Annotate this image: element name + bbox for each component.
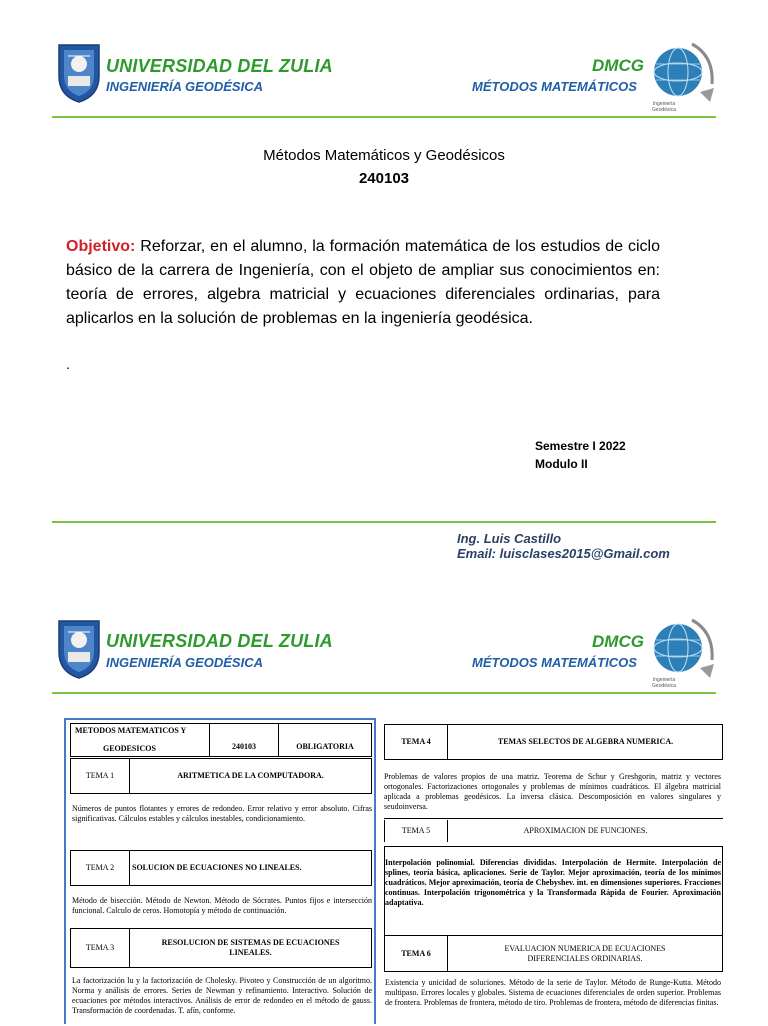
- topic-title-text: RESOLUCION DE SISTEMAS DE ECUACIONES LINEALES.: [161, 938, 340, 957]
- course-name-cell: [70, 723, 210, 757]
- topic-1-description: Números de puntos flotantes y errores de redondeo. Error relativo y error absoluto. Cifras significativas. Cálculos estables y cálculos inestables, condicionamiento.: [72, 804, 372, 823]
- topic-5-description: Interpolación polinomial. Diferencias divididas. Interpolación de Hermite. Interpolación de splines, teoría básica, aplicaciones. Serie de Taylor. Mejor aproximación, teoría de los mínimos cuadráticos. Mejor aproximación, teoría de Chebyshev. int. en dimensiones superiores. Fracciones continuas. Interpolación trigonométrica y la Transformada Rápida de Fourier. Aproximación adaptativa.: [385, 858, 721, 907]
- topic-4-description: Problemas de valores propios de una matriz. Teorema de Schur y Greshgorin, matriz y vectores ortogonales. Factorizaciones ortogonales y problemas de mínimos cuadráticos. El álgebra matricial aplicada a problemas geodésicos. La inversa clásica. Descomposición en valores singulares y seudoinversa.: [384, 772, 721, 811]
- topic-6-label: [384, 936, 448, 972]
- logo-caption: [644, 677, 684, 689]
- module: Modulo II: [535, 457, 588, 471]
- topic-label-text: TEMA 2: [85, 863, 115, 872]
- topic-label-text: TEMA 6: [401, 948, 431, 958]
- topic-1-label: [70, 758, 130, 794]
- semester: Semestre I 2022: [535, 439, 626, 453]
- topic-3-label: [70, 928, 130, 968]
- topic-title-text: EVALUACION NUMERICA DE ECUACIONES DIFERENCIALES ORDINARIAS.: [504, 943, 666, 963]
- right-column: [384, 724, 723, 1024]
- header-divider: [52, 116, 716, 118]
- university-shield-logo: [56, 618, 102, 680]
- instructor-email[interactable]: Email: luisclases2015@Gmail.com: [457, 546, 670, 561]
- page2-header: [0, 600, 768, 700]
- university-name: UNIVERSIDAD DEL ZULIA: [106, 56, 333, 76]
- program-name: INGENIERÍA GEODÉSICA: [106, 79, 263, 94]
- topic-5-label: [384, 820, 448, 842]
- objective-paragraph: [66, 235, 660, 331]
- topic-label-text: TEMA 5: [401, 826, 431, 835]
- footer-divider: [52, 521, 716, 523]
- program-name: INGENIERÍA GEODÉSICA: [106, 655, 263, 670]
- topic-label-text: TEMA 1: [85, 771, 115, 780]
- topic-6-description: Existencia y unicidad de soluciones. Método de la serie de Taylor. Método de Runge-Kutta. Método multipaso. Errores locales y globales. Sistema de ecuaciones diferenciales de orden superior. Problemas de frontera. Problemas de frontera, método de tiro. Problemas de frontera, método de diferencias finitas.: [385, 978, 721, 1007]
- objective-text: Reforzar, en el alumno, la formación matemática de los estudios de ciclo básico de la carrera de Ingeniería, con el objeto de ampliar sus conocimientos en: teoría de errores, algebra matricial y ecuaciones diferenciales ordinarias, para aplicarlos en la solución de problemas en la ingeniería geodésica.: [66, 238, 660, 327]
- logo-caption: [644, 101, 684, 113]
- objective-label: Objetivo:: [66, 238, 136, 255]
- course-title: Métodos Matemáticos y Geodésicos: [263, 147, 505, 164]
- stray-dot: .: [66, 356, 70, 372]
- topic-3-description: La factorización lu y la factorización de Cholesky. Pivoteo y Construcción de un algoritmo. Norma y análisis de errores. Series de Newman y refinamiento. Interactivo. Solución de ecuaciones por métodos interactivos. Análisis de error de redondeo en el método de gauss. Transformación de coordenadas. T. afín, conforme.: [72, 976, 372, 1015]
- topic-2-title: [129, 850, 372, 886]
- course-type-cell: [278, 723, 372, 757]
- department-acronym: DMCG: [592, 632, 644, 651]
- course-name-line1: METODOS MATEMATICOS Y: [75, 726, 187, 735]
- subject-area: MÉTODOS MATEMÁTICOS: [472, 655, 637, 670]
- course-code-cell: [209, 723, 279, 757]
- logo-caption-line1: Ingeniería: [652, 677, 676, 683]
- topic-title-text: TEMAS SELECTOS DE ALGEBRA NUMERICA.: [497, 737, 674, 746]
- globe-logo-icon: [650, 38, 716, 104]
- topic-label-text: TEMA 4: [401, 737, 431, 746]
- instructor-name: Ing. Luis Castillo: [457, 531, 562, 546]
- topic-2-label: [70, 850, 130, 886]
- university-name: UNIVERSIDAD DEL ZULIA: [106, 631, 333, 651]
- left-column: [64, 718, 376, 1024]
- page1-header: [0, 0, 768, 120]
- university-shield-logo: [56, 42, 102, 104]
- globe-logo-icon: [650, 614, 716, 680]
- topic-4-title: [448, 724, 723, 760]
- header-divider: [52, 692, 716, 694]
- department-acronym: DMCG: [592, 56, 644, 75]
- logo-caption-line2: Geodésica: [652, 683, 676, 689]
- topic-title-text: ARITMETICA DE LA COMPUTADORA.: [177, 771, 324, 780]
- logo-caption-line1: Ingeniería: [652, 101, 676, 107]
- topic-4-label: [384, 724, 448, 760]
- subject-area: MÉTODOS MATEMÁTICOS: [472, 79, 637, 94]
- topic-3-title: [129, 928, 372, 968]
- course-code: 240103: [358, 170, 410, 187]
- course-type: OBLIGATORIA: [296, 742, 354, 751]
- topic-title-text: APROXIMACION DE FUNCIONES.: [523, 826, 648, 835]
- topic-6-title: [447, 936, 723, 972]
- course-name-line2: GEODESICOS: [103, 744, 156, 753]
- course-code: 240103: [232, 742, 256, 751]
- topic-5-title: [448, 820, 723, 842]
- topic-title-text: SOLUCION DE ECUACIONES NO LINEALES.: [132, 863, 302, 872]
- topic-1-title: [129, 758, 372, 794]
- logo-caption-line2: Geodésica: [652, 107, 676, 113]
- topic-label-text: TEMA 3: [85, 943, 115, 952]
- topic-2-description: Método de bisección. Método de Newton. Método de Sócrates. Puntos fijos e intersección funcional. Calculo de ceros. Homotopía y método de continuación.: [72, 896, 372, 915]
